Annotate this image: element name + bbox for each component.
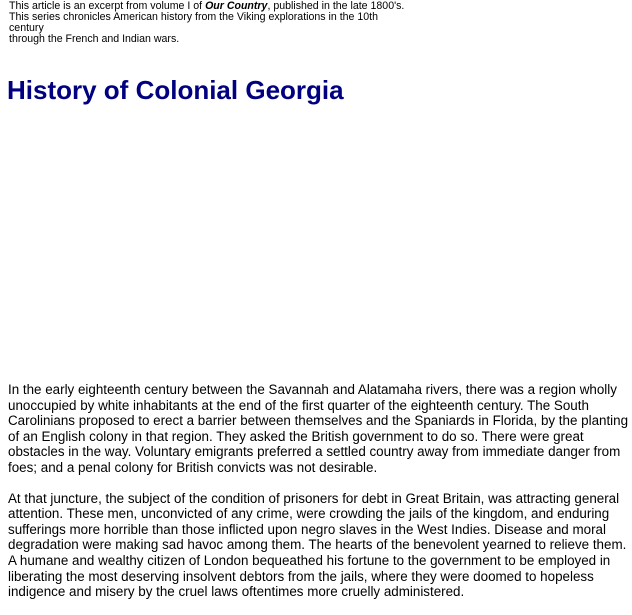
paragraph-2: At that juncture, the subject of the condition of prisoners for debt in Great Britain, was attracting general attention. These men, unconvicted of any crime, were crowding the jails of the kingdom, and enduring sufferings more horrible than those inflicted upon negro slaves in the West Indies. Disease and moral degradation were making sad havoc among them. The hearts of the benevolent yearned to relieve them. A humane and wealthy citizen of London bequeathed his fortune to the government to be employed in liberating the most deserving insolvent debtors from the jails, where they were doomed to hopeless indigence and misery by the cruel laws oftentimes more cruelly administered. (8, 490, 627, 600)
paragraph-1: In the early eighteenth century between the Savannah and Alatamaha rivers, there was a region wholly unoccupied by white inhabitants at the end of the first quarter of the eighteenth century. The South Carolinians proposed to erect a barrier between themselves and the Spaniards in Florida, by the planting of an English colony in that region. They asked the British government to do so. There were great obstacles in the way. Voluntary emigrants preferred a settled country away from immediate danger from foes; and a penal colony for British convicts was not desirable. (8, 382, 629, 475)
intro-prefix: This article is an excerpt from volume I of (9, 0, 206, 12)
intro-line-2: This series chronicles American history from the Viking explorations in the 10th century (9, 11, 378, 34)
article-body (8, 382, 632, 615)
page-title: History of Colonial Georgia (7, 75, 344, 105)
book-title: Our Country (205, 0, 268, 12)
intro-line-3: through the French and Indian wars. (9, 33, 180, 45)
intro-note (9, 1, 409, 45)
intro-suffix: , published in the late 1800's. (267, 0, 405, 12)
